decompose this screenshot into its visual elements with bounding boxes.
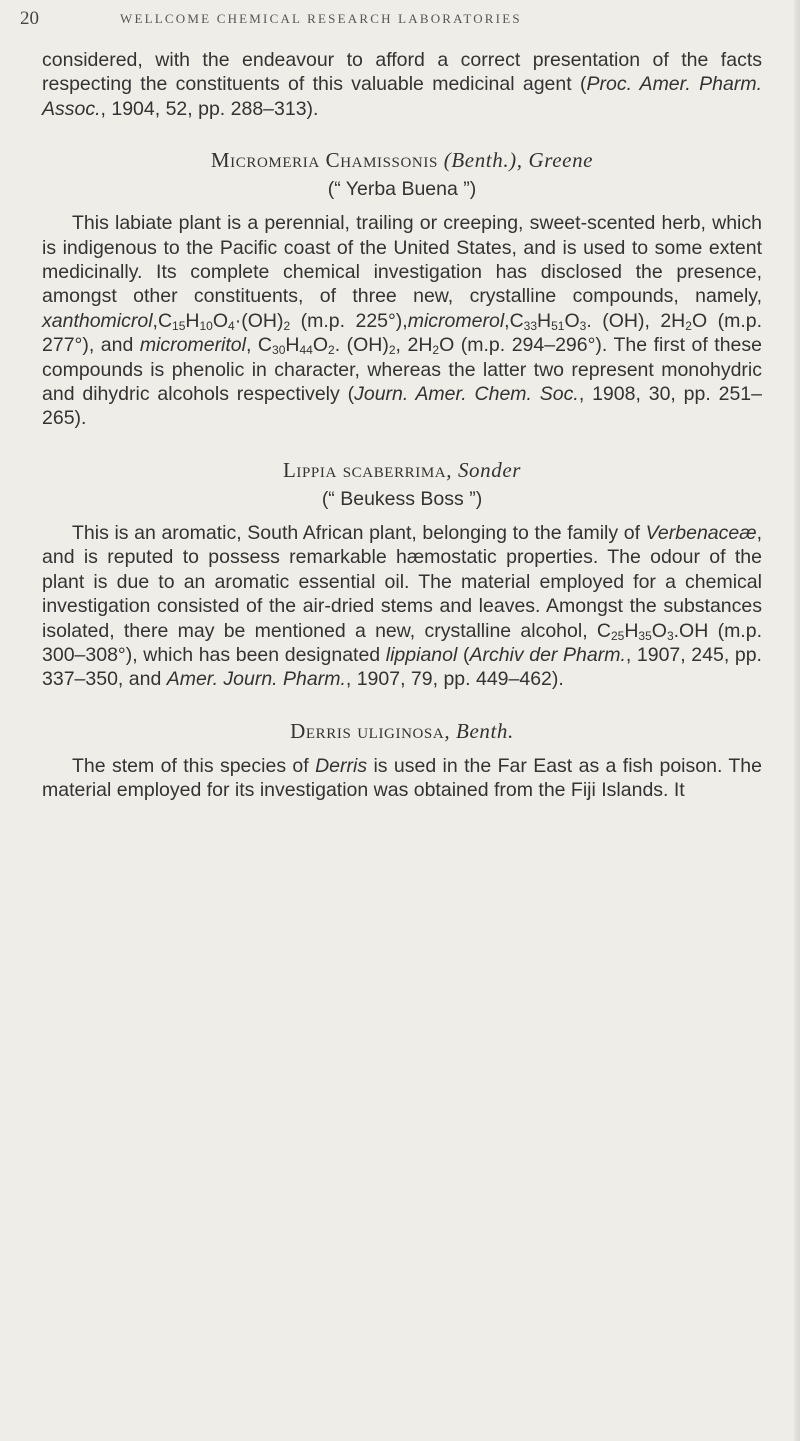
family-name: Verbenaceæ xyxy=(645,521,757,544)
body-text xyxy=(42,48,762,803)
running-head xyxy=(0,8,800,32)
compound-name: micromerol xyxy=(407,309,505,332)
compound-name: micromeritol xyxy=(139,334,246,357)
section-subheading-lippia: (“ Beukess Boss ”) xyxy=(321,487,483,510)
paragraph-derris: The stem of this species of Derris is used in the Far East as a fish poison. The material employed for its investigation was obtained from the Fiji Islands. It xyxy=(42,754,762,802)
journal-reference: Journ. Amer. Chem. Soc. xyxy=(354,383,579,406)
journal-reference: Archiv der Pharm. xyxy=(469,643,626,666)
page-number: 20 xyxy=(20,8,39,29)
journal-reference: Proc. Amer. Pharm. Assoc. xyxy=(42,73,762,120)
compound-name: xanthomicrol xyxy=(42,309,153,332)
section-heading-derris: Derris uliginosa, Benth. xyxy=(290,718,514,743)
section-subheading-micromeria: (“ Yerba Buena ”) xyxy=(327,178,477,201)
running-title: WELLCOME CHEMICAL RESEARCH LABORATORIES xyxy=(120,11,522,26)
paragraph-continued: considered, with the endeavour to afford a correct presentation of the facts respecting the constituents of this valuable medicinal agent (Proc. Amer. Pharm. Assoc., 1904, 52, pp. 288–313). xyxy=(42,49,762,120)
section-heading-lippia: Lippia scaberrima, Sonder xyxy=(282,457,522,482)
compound-name: lippianol xyxy=(385,643,458,666)
genus-name: Derris xyxy=(315,754,368,777)
paragraph-micromeria: This labiate plant is a perennial, trailing or creeping, sweet-scented herb, which is indigenous to the Pacific coast of the United States, and is used to some extent medicinally. Its complete chemical investigation has disclosed the presence, amongst other constituents, of three new, crystalline compounds, namely, $xanthomicrol,C_{15}H_{10}O_4\cdot(OH)_2$ (m.p. $225^\circ),micromerol,C_{33}H_{51}O_3$. (OH), $2H_2O$ (m.p. 277°), and micromeritol, $C_{30}H_{44}O_2$. $(OH)_2$, $2H_2O$ (m.p. 294–296°). The first of these compounds is phenolic in character, whereas the latter two represent monohydric and dihydric alcohols respectively (Journ. Amer. Chem. Soc., 1908, 30, pp. 251–265). xyxy=(42,212,762,430)
journal-reference: Amer. Journ. Pharm. xyxy=(166,668,346,691)
section-heading-micromeria: Micromeria Chamissonis (Benth.), Greene xyxy=(210,148,594,173)
page-edge-shadow xyxy=(794,0,800,1441)
paragraph-lippia: This is an aromatic, South African plant, belonging to the family of Verbenaceæ, and is reputed to possess remarkable hæmostatic properties. The odour of the plant is due to an aromatic essential oil. The material employed for a chemical investigation consisted of the air-dried stems and leaves. Amongst the substances isolated, there may be mentioned a new, crystalline alcohol, $C_{25}H_{35}O_3.OH$ (m.p. 300–308°), which has been designated lippianol (Archiv der Pharm., 1907, 245, pp. 337–350, and Amer. Journ. Pharm., 1907, 79, pp. 449–462). xyxy=(42,521,762,691)
